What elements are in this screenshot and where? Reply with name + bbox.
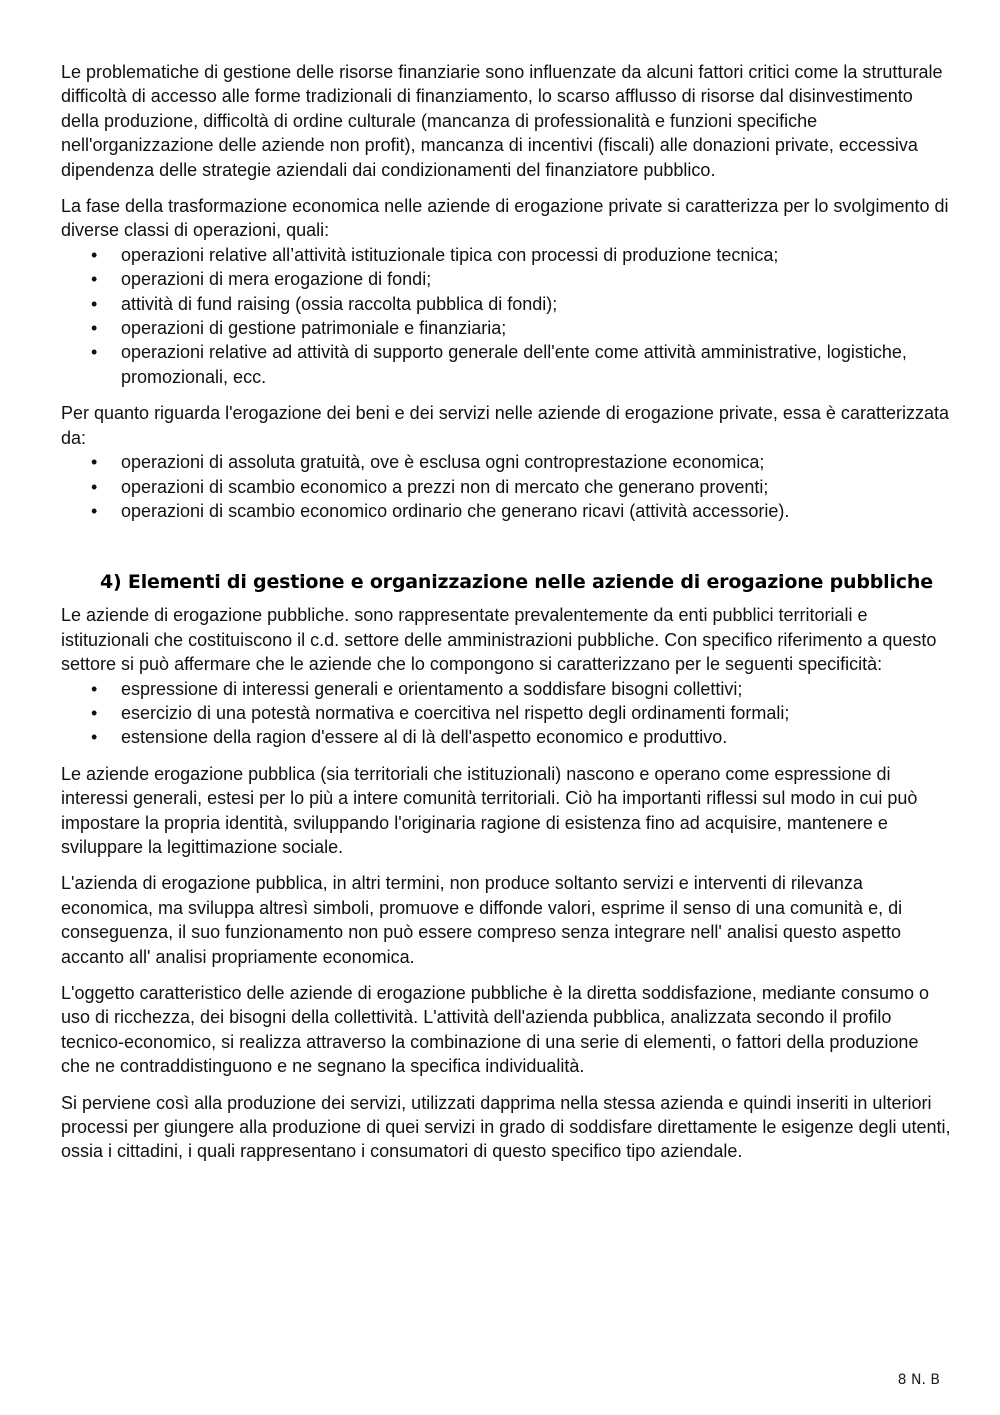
list-item: • operazioni di scambio economico ordinario che generano ricavi (attività accessorie).: [61, 499, 951, 523]
specificity-list: [61, 677, 951, 750]
list-item: • espressione di interessi generali e orientamento a soddisfare bisogni collettivi;: [61, 677, 951, 701]
paragraph-public-symbols: L'azienda di erogazione pubblica, in altri termini, non produce soltanto servizi e interventi di rilevanza economica, ma sviluppa altresì simboli, promuove e diffonde valori, esprime il senso di una comunità e, di conseguenza, il suo funzionamento non può essere compreso senza integrare nell' analisi questo aspetto accanto all' analisi propriamente economica.: [61, 873, 903, 967]
operations-list: [61, 243, 951, 389]
list-item: • esercizio di una potestà normativa e coercitiva nel rispetto degli ordinamenti formali;: [61, 701, 951, 725]
list-item: • operazioni di mera erogazione di fondi;: [61, 267, 951, 291]
list-item: • estensione della ragion d'essere al di là dell'aspetto economico e produttivo.: [61, 725, 951, 749]
page-footer: 8 N. B: [897, 1372, 940, 1388]
paragraph-economic-transformation: La fase della trasformazione economica nelle aziende di erogazione private si caratterizza per lo svolgimento di diverse classi di operazioni, quali:: [61, 196, 949, 241]
paragraph-public-identity: Le aziende erogazione pubblica (sia territoriali che istituzionali) nascono e operano come espressione di interessi generali, estesi per lo più a intere comunità territoriali. Ciò ha importanti riflessi sul modo in cui può impostare la propria identità, sviluppando l'originaria ragione di esistenza fino ad acquisire, mantenere e sviluppare la legittimazione sociale.: [61, 763, 918, 857]
list-item: • operazioni di gestione patrimoniale e finanziaria;: [61, 316, 951, 340]
section-heading: 4) Elementi di gestione e organizzazione nelle aziende di erogazione pubbliche: [100, 571, 933, 594]
paragraph-public-entities: Le aziende di erogazione pubbliche. sono rappresentate prevalentemente da enti pubblici territoriali e istituzionali che costituiscono il c.d. settore delle amministrazioni pubbliche. Con specifico riferimento a questo settore si può affermare che le aziende che lo compongono si caratterizzano per le seguenti specificità:: [61, 605, 937, 675]
list-item: • attività di fund raising (ossia raccolta pubblica di fondi);: [61, 292, 951, 316]
paragraph-erogazione-private: Per quanto riguarda l'erogazione dei beni e dei servizi nelle aziende di erogazione private, essa è caratterizzata da:: [61, 403, 949, 448]
list-item: • operazioni relative all’attività istituzionale tipica con processi di produzione tecnica;: [61, 243, 951, 267]
paragraph-resource-issues: Le problematiche di gestione delle risorse finanziarie sono influenzate da alcuni fattori critici come la strutturale difficoltà di accesso alle forme tradizionali di finanziamento, lo scarso afflusso di risorse dal disinvestimento della produzione, difficoltà di ordine culturale (mancanza di professionalità e funzioni specifiche nell'organizzazione delle aziende non profit), mancanza di incentivi (fiscali) alle donazioni private, eccessiva dipendenza delle strategie aziendali dai condizionamenti del finanziatore pubblico.: [61, 62, 943, 180]
paragraph-characteristic-object: L'oggetto caratteristico delle aziende di erogazione pubbliche è la diretta soddisfazione, mediante consumo o uso di ricchezza, dei bisogni della collettività. L'attività dell'azienda pubblica, analizzata secondo il profilo tecnico-economico, si realizza attraverso la combinazione di una serie di elementi, o fattori della produzione che ne contraddistinguono e ne segnano la specifica individualità.: [61, 983, 929, 1077]
list-item: • operazioni di scambio economico a prezzi non di mercato che generano proventi;: [61, 475, 951, 499]
list-item: • operazioni relative ad attività di supporto generale dell'ente come attività amministrative, logistiche, promozionali, ecc.: [61, 340, 951, 389]
paragraph-service-production: Si perviene così alla produzione dei servizi, utilizzati dapprima nella stessa azienda e quindi inseriti in ulteriori processi per giungere alla produzione di quei servizi in grado di soddisfare direttamente le esigenze degli utenti, ossia i cittadini, i quali rappresentano i consumatori di questo specifico tipo aziendale.: [61, 1092, 951, 1162]
document-page: [61, 60, 951, 1164]
erogazione-list: [61, 450, 951, 523]
list-item: • operazioni di assoluta gratuità, ove è esclusa ogni controprestazione economica;: [61, 450, 951, 474]
